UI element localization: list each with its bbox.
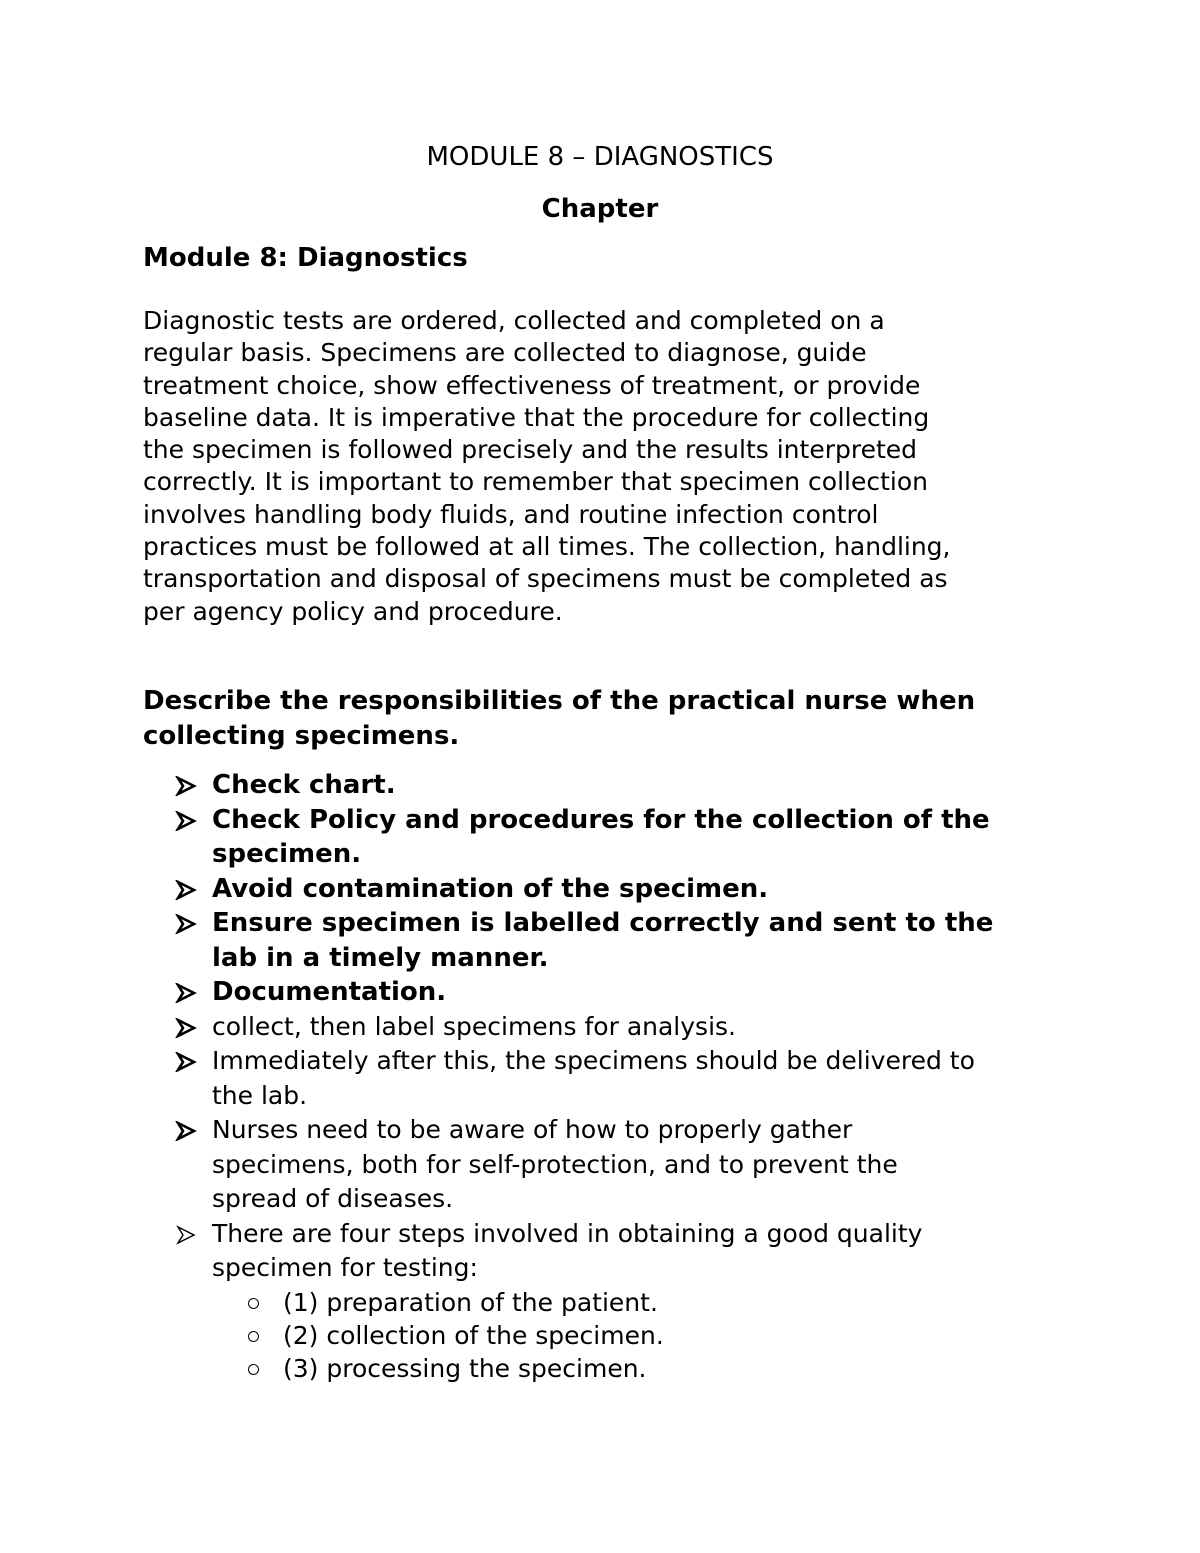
list-item xyxy=(175,803,1175,872)
intro-line: the specimen is followed precisely and the results interpreted xyxy=(143,435,918,465)
list-item-text: collect, then label specimens for analysis. xyxy=(212,1011,736,1041)
intro-line: per agency policy and procedure. xyxy=(143,596,563,626)
document-title: MODULE 8 – DIAGNOSTICS xyxy=(426,142,774,172)
list-item xyxy=(175,1044,1175,1113)
intro-line: baseline data. It is imperative that the procedure for collecting xyxy=(143,402,930,432)
sub-list-item xyxy=(212,1286,1175,1319)
list-item xyxy=(175,768,1175,803)
list-item-text: Ensure specimen is labelled correctly and sent to the xyxy=(212,908,994,938)
question-line: Describe the responsibilities of the practical nurse when xyxy=(143,686,976,716)
intro-line: practices must be followed at all times. The collection, handling, xyxy=(143,532,951,562)
list-item-text: Check chart. xyxy=(212,770,396,800)
responsibilities-list xyxy=(175,768,1175,1385)
arrow-bullet-icon xyxy=(175,776,197,796)
arrow-bullet-icon xyxy=(175,1018,197,1038)
arrow-bullet-icon xyxy=(175,1121,197,1141)
list-item-text: Immediately after this, the specimens should be delivered to xyxy=(212,1046,975,1075)
list-item xyxy=(175,1010,1175,1045)
circle-bullet-icon xyxy=(248,1331,259,1342)
list-item-text: the lab. xyxy=(212,1080,308,1110)
circle-bullet-icon xyxy=(248,1364,259,1375)
intro-line: regular basis. Specimens are collected to diagnose, guide xyxy=(143,338,867,368)
intro-line: treatment choice, show effectiveness of treatment, or provide xyxy=(143,370,921,400)
intro-line: involves handling body fluids, and routine infection control xyxy=(143,499,879,529)
steps-sublist xyxy=(212,1286,1175,1385)
list-item-text: Documentation. xyxy=(212,977,447,1007)
list-item xyxy=(175,872,1175,907)
intro-line: Diagnostic tests are ordered, collected and completed on a xyxy=(143,306,885,335)
arrow-bullet-icon xyxy=(175,1225,197,1245)
sub-list-item-text: (1) preparation of the patient. xyxy=(283,1287,658,1317)
arrow-bullet-icon xyxy=(175,983,197,1003)
circle-bullet-icon xyxy=(248,1298,259,1309)
arrow-bullet-icon xyxy=(175,811,197,831)
list-item xyxy=(175,1113,1175,1217)
sub-list-item xyxy=(212,1319,1175,1352)
list-item xyxy=(175,906,1175,975)
intro-paragraph xyxy=(143,305,1043,628)
sub-list-item-text: (2) collection of the specimen. xyxy=(283,1320,664,1350)
list-item-text: spread of diseases. xyxy=(212,1184,454,1213)
list-item-text: specimen. xyxy=(212,839,362,869)
intro-line: transportation and disposal of specimens must be completed as xyxy=(143,564,948,594)
list-item-text: Avoid contamination of the specimen. xyxy=(212,873,769,904)
question-heading xyxy=(143,684,1103,754)
list-item-text: Check Policy and procedures for the collection of the xyxy=(212,804,990,835)
list-item-text: specimen for testing: xyxy=(212,1253,478,1282)
list-item xyxy=(175,975,1175,1010)
arrow-bullet-icon xyxy=(175,914,197,934)
arrow-bullet-icon xyxy=(175,880,197,900)
list-item-text: Nurses need to be aware of how to properly gather xyxy=(212,1115,853,1144)
list-item-text: specimens, both for self-protection, and to prevent the xyxy=(212,1149,898,1179)
sub-list-item xyxy=(212,1352,1175,1385)
list-item-text: lab in a timely manner. xyxy=(212,942,549,973)
list-item xyxy=(175,1217,1175,1385)
intro-line: correctly. It is important to remember that specimen collection xyxy=(143,467,928,497)
sub-list-item-text: (3) processing the specimen. xyxy=(283,1353,647,1383)
chapter-label: Chapter xyxy=(541,194,659,224)
arrow-bullet-icon xyxy=(175,1052,197,1072)
question-line: collecting specimens. xyxy=(143,721,460,751)
section-heading: Module 8: Diagnostics xyxy=(143,243,468,273)
list-item-text: There are four steps involved in obtaining a good quality xyxy=(212,1218,923,1248)
